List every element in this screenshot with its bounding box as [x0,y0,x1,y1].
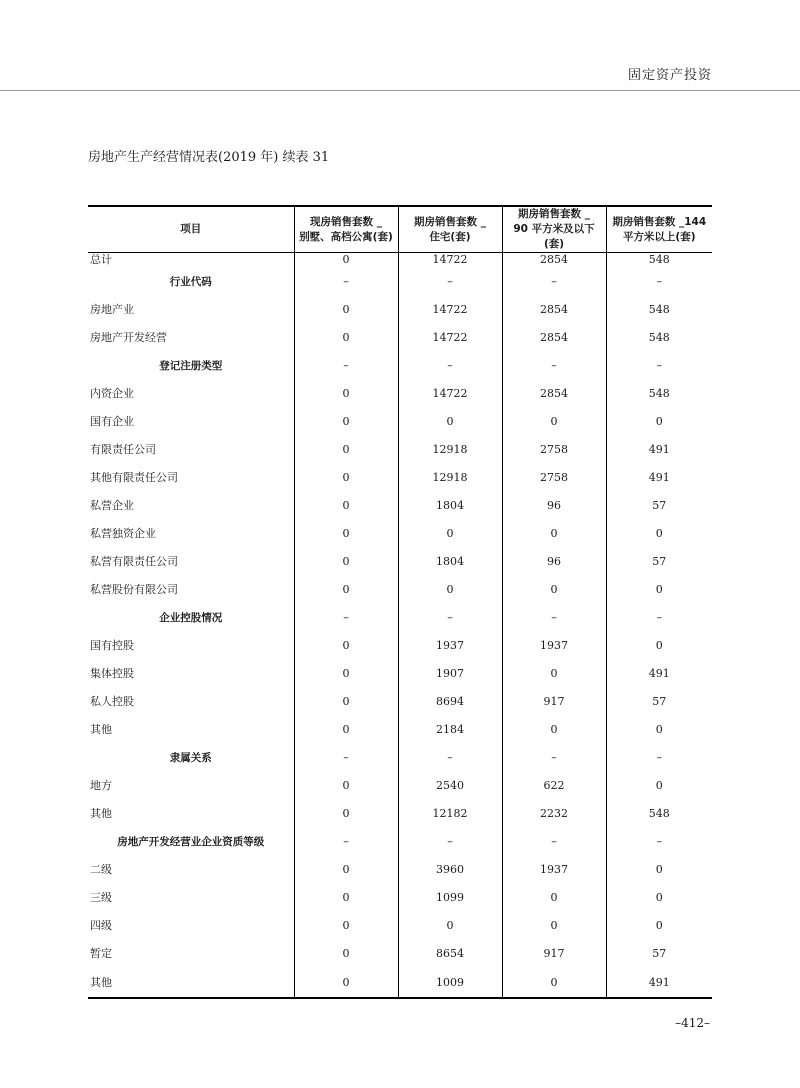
cell-value: 2854 [502,295,606,323]
cell-value: 0 [502,967,606,998]
cell-value: 0 [294,295,398,323]
cell-value: 917 [502,687,606,715]
cell-value: 491 [606,659,712,687]
cell-value: 0 [606,407,712,435]
cell-value: 548 [606,295,712,323]
cell-value: 0 [294,435,398,463]
cell-value: 1804 [398,491,502,519]
cell-value: 0 [294,323,398,351]
table-row [88,631,712,659]
column-header: 期房销售套数 _144 平方米以上(套) [606,206,712,253]
cell-value: 0 [294,491,398,519]
running-head: 固定资产投资 [627,68,712,83]
cell-value: 0 [502,659,606,687]
row-label: 其他 [90,807,112,820]
cell-value: 12918 [398,435,502,463]
table-row [88,379,712,407]
row-label: 三级 [90,891,112,904]
row-label: 集体控股 [90,667,134,680]
table-row [88,771,712,799]
cell-value: 0 [294,407,398,435]
row-label: 房地产开发经营 [90,331,167,344]
cell-value: 548 [606,253,712,268]
cell-value: 0 [294,379,398,407]
cell-value: – [294,827,398,855]
cell-value: – [606,351,712,379]
cell-value: – [606,267,712,295]
cell-value: 0 [398,519,502,547]
cell-value: 0 [606,771,712,799]
cell-value: 0 [294,659,398,687]
cell-value: 0 [606,911,712,939]
row-label: 私人控股 [90,695,134,708]
table-row [88,575,712,603]
cell-value: 548 [606,379,712,407]
cell-value: 0 [606,519,712,547]
row-label: 其他有限责任公司 [90,471,178,484]
cell-value: – [502,603,606,631]
cell-value: 0 [502,519,606,547]
cell-value: 2854 [502,323,606,351]
row-label: 有限责任公司 [90,443,156,456]
cell-value: 1804 [398,547,502,575]
column-header: 项目 [88,206,294,253]
column-header: 期房销售套数 _ 住宅(套) [398,206,502,253]
row-label: 四级 [90,919,112,932]
cell-value: 0 [398,575,502,603]
table-row [88,799,712,827]
cell-value: – [294,743,398,771]
table-row [88,295,712,323]
cell-value: – [398,351,502,379]
table-body [88,253,712,999]
cell-value: – [606,603,712,631]
category-row [88,351,712,379]
cell-value: 0 [294,575,398,603]
column-header: 期房销售套数 _ 90 平方米及以下(套) [502,206,606,253]
cell-value: 0 [294,939,398,967]
cell-value: – [606,827,712,855]
table-row [88,253,712,268]
row-label: 地方 [90,779,112,792]
cell-value: 2854 [502,379,606,407]
cell-value: – [502,351,606,379]
row-label: 其他 [90,723,112,736]
row-label: 行业代码 [169,275,212,288]
cell-value: 1907 [398,659,502,687]
table-header-row [88,206,712,253]
cell-value: 12182 [398,799,502,827]
cell-value: 0 [606,855,712,883]
cell-value: 0 [502,575,606,603]
row-label: 内资企业 [90,387,134,400]
row-label: 暂定 [90,947,112,960]
cell-value: 0 [294,547,398,575]
cell-value: 2854 [502,253,606,268]
cell-value: 14722 [398,379,502,407]
cell-value: – [398,603,502,631]
cell-value: 0 [294,771,398,799]
cell-value: 0 [294,967,398,998]
category-row [88,267,712,295]
cell-value: – [294,603,398,631]
cell-value: 0 [606,631,712,659]
cell-value: 917 [502,939,606,967]
cell-value: 0 [606,883,712,911]
cell-value: 548 [606,323,712,351]
cell-value: 57 [606,491,712,519]
row-label: 房地产业 [90,303,134,316]
row-label: 国有企业 [90,415,134,428]
row-label: 国有控股 [90,639,134,652]
row-label: 其他 [88,967,294,998]
table-title: 房地产生产经营情况表(2019 年) 续表 31 [88,150,330,165]
cell-value: 8694 [398,687,502,715]
row-label: 总计 [90,253,112,266]
cell-value: 0 [502,715,606,743]
cell-value: 622 [502,771,606,799]
cell-value: 548 [606,799,712,827]
cell-value: 2758 [502,435,606,463]
row-label: 二级 [90,863,112,876]
cell-value: 491 [606,463,712,491]
cell-value: – [398,827,502,855]
row-label: 隶属关系 [169,751,212,764]
cell-value: 14722 [398,253,502,268]
cell-value: 0 [502,407,606,435]
category-row [88,603,712,631]
row-label: 私营独资企业 [90,527,156,540]
cell-value: 491 [606,435,712,463]
row-label: 私营有限责任公司 [90,555,178,568]
cell-value: 491 [606,967,712,998]
table-row [88,491,712,519]
table-row [88,715,712,743]
cell-value: 3960 [398,855,502,883]
table-row [88,435,712,463]
table-row [88,967,712,998]
cell-value: 1937 [502,631,606,659]
cell-value: 0 [294,463,398,491]
cell-value: 2232 [502,799,606,827]
cell-value: 2184 [398,715,502,743]
cell-value: 0 [294,715,398,743]
cell-value: – [294,267,398,295]
cell-value: 0 [294,687,398,715]
row-label: 私营企业 [90,499,134,512]
cell-value: 96 [502,547,606,575]
cell-value: 1937 [398,631,502,659]
cell-value: 1937 [502,855,606,883]
cell-value: 2540 [398,771,502,799]
table-row [88,883,712,911]
cell-value: 0 [294,253,398,268]
cell-value: 0 [294,855,398,883]
header-rule [0,90,800,91]
table-row [88,855,712,883]
cell-value: 57 [606,939,712,967]
cell-value: 0 [502,911,606,939]
table-row [88,323,712,351]
cell-value: – [502,743,606,771]
cell-value: 8654 [398,939,502,967]
cell-value: 0 [294,519,398,547]
row-label: 企业控股情况 [159,611,223,624]
cell-value: 0 [294,911,398,939]
cell-value: – [606,743,712,771]
data-table [88,205,712,999]
table-row [88,687,712,715]
cell-value: 1099 [398,883,502,911]
row-label: 房地产开发经营业企业资质等级 [117,835,265,848]
cell-value: – [398,743,502,771]
column-header: 现房销售套数 _ 别墅、高档公寓(套) [294,206,398,253]
cell-value: 0 [502,883,606,911]
row-label: 登记注册类型 [159,359,223,372]
cell-value: 14722 [398,323,502,351]
cell-value: 0 [294,883,398,911]
table-row [88,547,712,575]
cell-value: 12918 [398,463,502,491]
cell-value: 0 [294,631,398,659]
cell-value: 0 [398,911,502,939]
cell-value: 57 [606,687,712,715]
cell-value: 0 [398,407,502,435]
cell-value: 1009 [398,967,502,998]
table-row [88,911,712,939]
cell-value: – [398,267,502,295]
table-row [88,659,712,687]
cell-value: – [502,827,606,855]
cell-value: – [502,267,606,295]
table-row [88,939,712,967]
category-row [88,827,712,855]
table-row [88,407,712,435]
cell-value: 96 [502,491,606,519]
cell-value: 57 [606,547,712,575]
table-row [88,463,712,491]
category-row [88,743,712,771]
cell-value: 0 [606,575,712,603]
page-number: –412– [675,1016,710,1030]
cell-value: 14722 [398,295,502,323]
table-row [88,519,712,547]
cell-value: 2758 [502,463,606,491]
cell-value: – [294,351,398,379]
cell-value: 0 [294,799,398,827]
cell-value: 0 [606,715,712,743]
row-label: 私营股份有限公司 [90,583,178,596]
